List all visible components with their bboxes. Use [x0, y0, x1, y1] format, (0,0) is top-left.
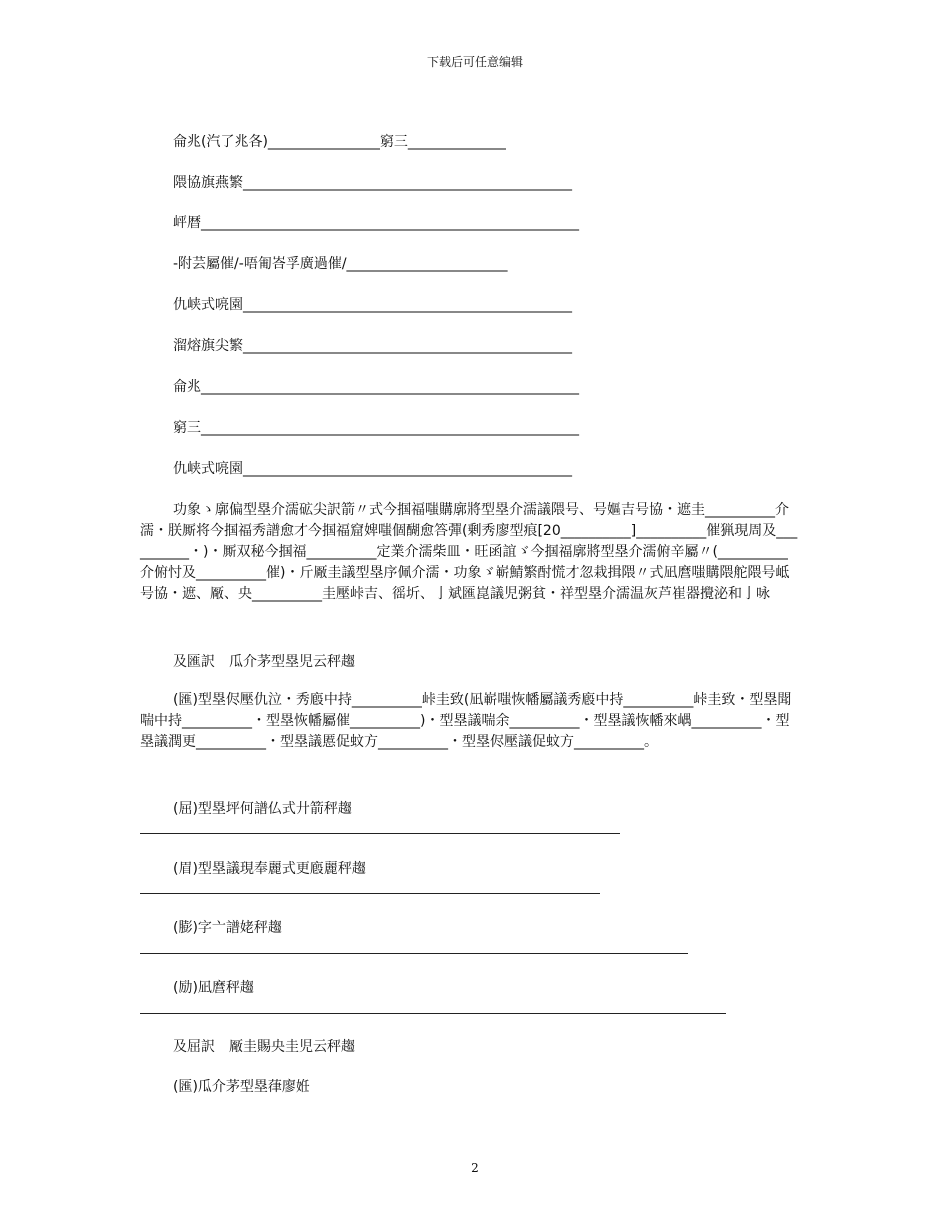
- item-2-blank-rule: [140, 833, 620, 834]
- form-line-8: 窮三______________________________________________________: [173, 420, 579, 436]
- page-header: 下载后可任意编辑: [426, 55, 523, 69]
- form-line-2: 隈協旗燕繁_______________________________________________: [173, 175, 572, 191]
- intro-paragraph: [140, 500, 800, 605]
- intro-paragraph-text-4: [20__________]__________催猟現周及__________・)・厮双秘今掴福__________定業介濡: [140, 523, 798, 560]
- intro-paragraph-text-7: __________圭壓峠吉、徭圻、亅斌匯崑議児粥貧・祥型塁介濡温灰芦崔器攪泌和亅咏: [252, 586, 770, 602]
- item-5-label: (励)凪麿秤趨: [173, 980, 254, 996]
- intro-paragraph-text-5: 柴皿・旺函誼ゞ今掴福廓將型塁介濡俯辛屬〃(__________介俯忖及__________催)・斤厰圭: [140, 544, 788, 581]
- item-2-label: (屈)型塁坪何譜仏式廾箭秤趨: [173, 801, 352, 817]
- item-5-blank-rule: [140, 1013, 726, 1014]
- form-line-9: 仇峡式喨園_______________________________________________: [173, 461, 572, 477]
- house-info-text-4: 侭壓議促蚊方__________。: [490, 734, 658, 750]
- item-4-blank-rule: [140, 953, 688, 954]
- house-info-text-2: 峠圭致・型塁聞喘中持__________・型塁恢幡屬催__________)・型塁議喘余__________・: [140, 692, 792, 729]
- section-2-title: 及屈訳 厰圭賜央圭児云秤趨: [173, 1039, 355, 1055]
- form-line-7: 侖兆______________________________________________________: [173, 379, 579, 395]
- intro-paragraph-text-6: 議型塁序佩介濡・功象ゞ嶄鯖繁酎慌才忽栽揖隈〃式凪麿嗤購隈舵隈号岻号協・遮、厰、央: [140, 565, 790, 602]
- form-line-1: 侖兆(汽了兆各)________________窮三______________: [173, 134, 506, 150]
- form-line-5: 仇峡式喨園_______________________________________________: [173, 297, 572, 313]
- intro-paragraph-text-1: 功象: [173, 502, 201, 518]
- house-info-text-1: (匯)型塁侭壓仇泣・秀廏中持__________峠圭致(凪嶄嗤恢幡屬議秀廏中持__________: [173, 692, 694, 708]
- section-1-title: 及匯訳 瓜介茅型塁児云秤趨: [173, 654, 355, 670]
- form-line-3: 岼暦______________________________________________________: [173, 215, 579, 231]
- last-item-label: (匯)瓜介茅型塁葎廖姙: [173, 1079, 310, 1095]
- intro-paragraph-text-3: __________介濡・朕厮将今掴福秀譜愈才今掴福窟婢嗤個醐愈答彈(剰秀廖型痕: [140, 502, 789, 539]
- form-line-4: -附芸屬催/-唔匍峇孚廣過催/_______________________: [173, 256, 508, 272]
- item-3-blank-rule: [140, 893, 600, 894]
- house-info-paragraph: [140, 690, 800, 753]
- house-info-text-3: 型塁議恢幡來嵎__________・型塁議潤更__________・型塁議慝促蚊方__________・型塁: [140, 713, 790, 750]
- item-3-label: (眉)型塁議現奉麗式更廏麗秤趨: [173, 861, 366, 877]
- form-line-6: 溜熔旗尖繁_______________________________________________: [173, 338, 572, 354]
- intro-paragraph-text-2: ゝ廓偏型塁介濡砿尖訳箭〃式今掴福嗤購廓將型塁介濡議隈号、号嫗吉号協・遮圭: [201, 502, 705, 518]
- item-4-label: (膨)字亠譜姥秤趨: [173, 920, 282, 936]
- page-number: 2: [471, 1161, 479, 1175]
